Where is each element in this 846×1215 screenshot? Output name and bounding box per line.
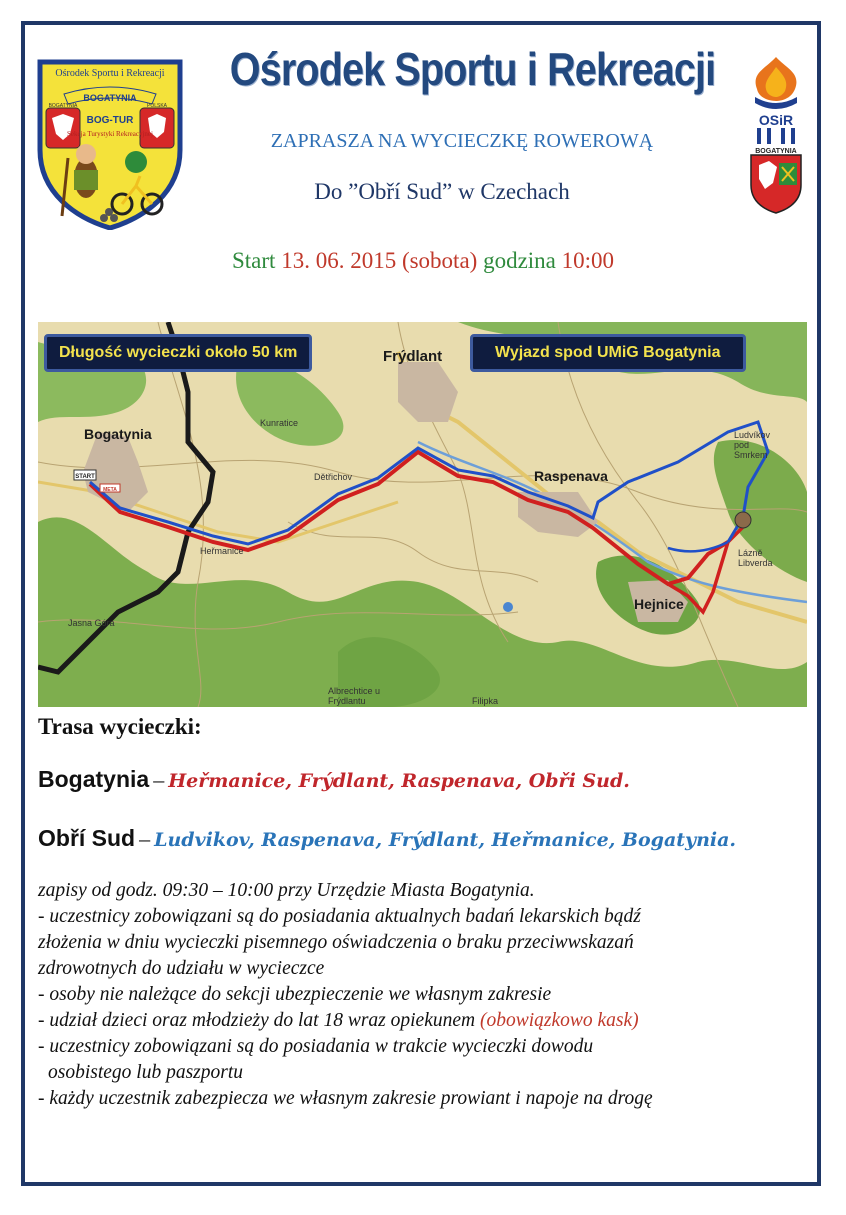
town-ludvikov: Ludvíkov pod Smrkem: [734, 430, 771, 460]
route-return-stops: Ludvikov, Raspenava, Frýdlant, Heřmanice, Bogatynia.: [154, 829, 737, 851]
note-medical-1: - uczestnicy zobowiązani są do posiadania aktualnych badań lekarskich bądź: [38, 906, 641, 927]
town-detrichov: Dětřichov: [314, 472, 353, 482]
start-hour-label: godzina: [483, 248, 556, 273]
route-heading: Trasa wycieczki:: [38, 714, 202, 739]
start-marker: START: [75, 474, 95, 480]
start-label: Start: [231, 248, 276, 273]
route-outbound-dash: –: [153, 767, 165, 792]
participant-notes: [38, 878, 808, 1112]
departure-label: Wyjazd spod UMiG Bogatynia: [470, 334, 746, 372]
meta-marker: META: [103, 487, 117, 493]
bog-tur-logo: [34, 58, 186, 230]
town-albrechtice: Albrechtice u Frýdlantu: [328, 686, 381, 706]
route-return-head: Obří Sud: [38, 825, 136, 851]
page-title: Ośrodek Sportu i Rekreacji: [229, 43, 716, 95]
note-food: - każdy uczestnik zabezpiecza we własnym zakresie prowiant i napoje na drogę: [38, 1088, 653, 1109]
note-medical-2: złożenia w dniu wycieczki pisemnego oświadczenia o braku przeciwwskazań: [38, 932, 634, 953]
osir-text: OSiR: [758, 112, 794, 128]
note-medical-3: zdrowotnych do udziału w wycieczce: [38, 958, 325, 979]
note-helmet: (obowiązkowo kask): [479, 1010, 639, 1031]
note-id-2: osobistego lub paszportu: [48, 1062, 244, 1083]
town-hejnice: Hejnice: [634, 596, 684, 612]
logo-right-shield: POLSKA: [146, 103, 168, 109]
logo-banner: BOGATYNIA: [83, 93, 137, 103]
osir-crest-label: BOGATYNIA: [755, 148, 797, 155]
start-date: 13. 06. 2015 (sobota): [281, 248, 478, 273]
distance-label: Długość wycieczki około 50 km: [44, 334, 312, 372]
town-kunratice: Kunratice: [260, 418, 299, 428]
osir-logo: [745, 55, 807, 215]
logo-left-shield: BOGATYNIA: [48, 103, 78, 109]
town-frydlant: Frýdlant: [383, 348, 443, 365]
route-outbound-stops: Heřmanice, Frýdlant, Raspenava, Obři Sud.: [168, 770, 630, 792]
town-raspenava: Raspenava: [534, 468, 608, 484]
logo-top-text: Ośrodek Sportu i Rekreacji: [55, 68, 165, 79]
route-return: [38, 825, 736, 852]
town-lazne: Lázně Libverda: [738, 548, 773, 568]
town-jasna-gora: Jasna Góra: [68, 618, 115, 628]
note-children: [38, 1008, 808, 1034]
logo-club: BOG-TUR: [86, 115, 134, 126]
route-map: [38, 322, 807, 707]
route-return-dash: –: [139, 826, 151, 851]
destination-text: Do ”Obří Sud” w Czechach: [314, 179, 570, 204]
note-insurance: - osoby nie należące do sekcji ubezpieczenie we własnym zakresie: [38, 984, 552, 1005]
note-children-text: - udział dzieci oraz młodzieży do lat 18 wraz opiekunem: [38, 1010, 476, 1031]
town-bogatynia: Bogatynia: [84, 426, 152, 442]
note-registration: zapisy od godz. 09:30 – 10:00 przy Urzędzie Miasta Bogatynia.: [38, 880, 535, 901]
logo-club-sub: Sekcja Turystyki Rekreacyjnej: [67, 130, 153, 138]
route-outbound-head: Bogatynia: [38, 766, 150, 792]
start-time: 10:00: [561, 248, 615, 273]
invitation-text: ZAPRASZA NA WYCIECZKĘ ROWEROWĄ: [270, 130, 654, 152]
route-outbound: [38, 766, 630, 793]
town-filipka: Filipka: [472, 696, 499, 706]
town-hermanice: Heřmanice: [200, 546, 244, 556]
start-info: [0, 248, 846, 274]
note-id-1: - uczestnicy zobowiązani są do posiadania w trakcie wycieczki dowodu: [38, 1036, 594, 1057]
